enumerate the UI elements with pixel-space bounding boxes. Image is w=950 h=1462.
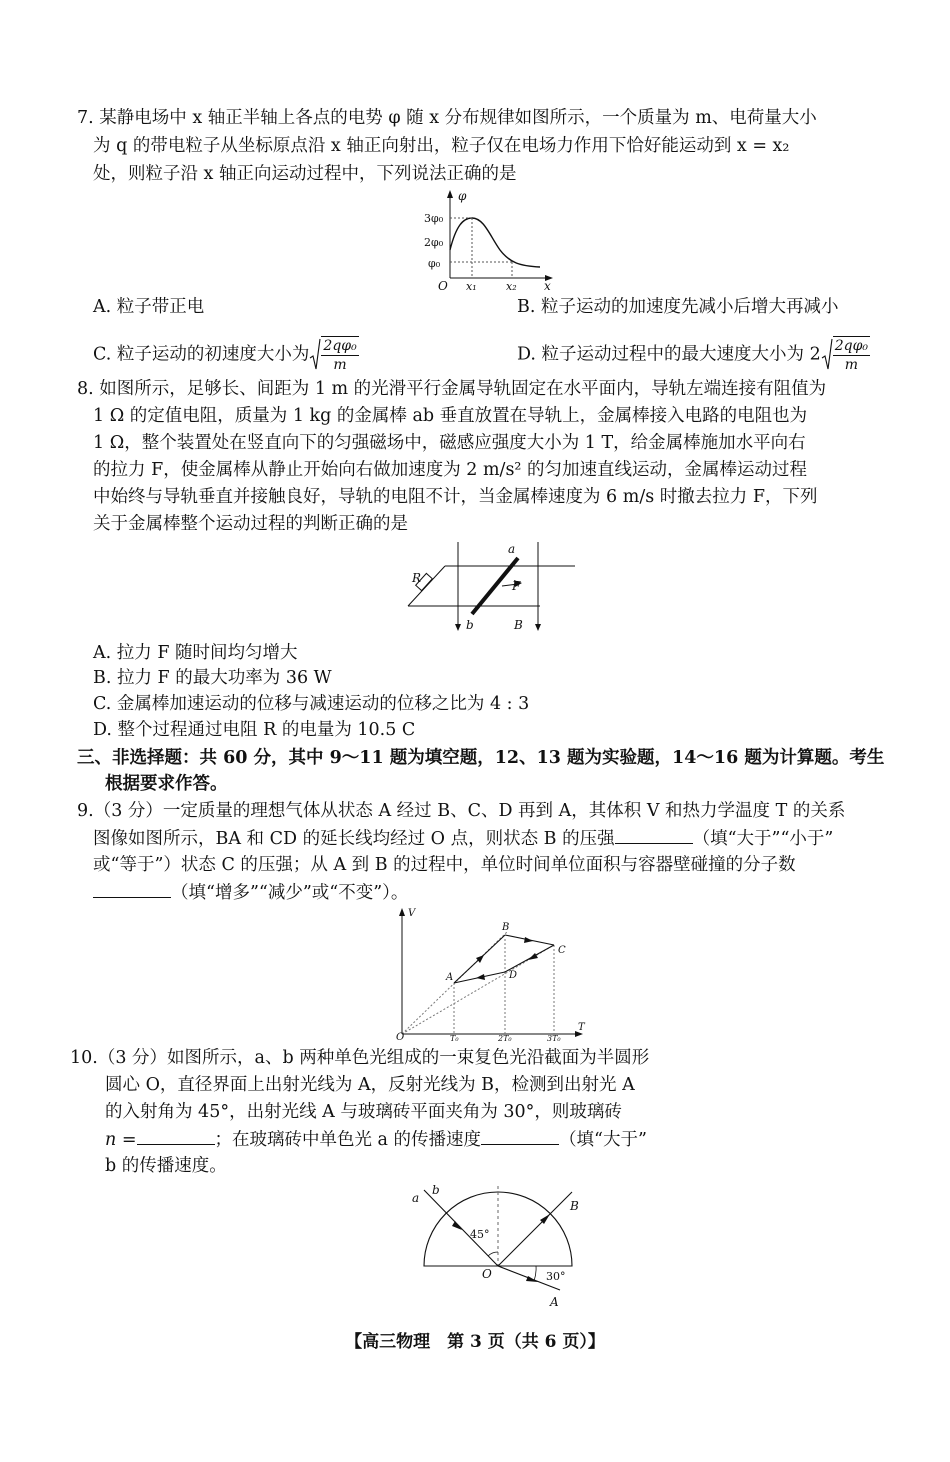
q7-graph-y-label: φ: [458, 189, 467, 203]
q7-graph-x-label: x: [544, 279, 551, 293]
q7-option-a: A. 粒子带正电: [93, 297, 205, 317]
q7-potential-graph: [418, 188, 558, 293]
q10-line2: 圆心 O，直径界面上出射光线为 A，反射光线为 B，检测到出射光 A: [105, 1075, 635, 1095]
q7-option-c: [93, 336, 359, 374]
q10-line1: 10.（3 分）如图所示，a、b 两种单色光组成的一束复色光沿截面为半圆形: [70, 1048, 650, 1068]
q7-graph-ytick-2: 2φ₀: [424, 236, 444, 249]
q9-graph-y-label: V: [408, 908, 416, 919]
q9-graph-point-d: D: [509, 970, 518, 981]
q7-option-d: [517, 336, 870, 374]
q9-graph-xtick-3: 3T₀: [547, 1034, 561, 1042]
q7-graph-xtick-1: x₁: [466, 280, 477, 293]
q9-blank-2[interactable]: [93, 879, 171, 898]
q7-graph-ytick-3: 3φ₀: [424, 212, 444, 225]
q8-option-c: C. 金属棒加速运动的位移与减速运动的位移之比为 4 : 3: [93, 694, 530, 714]
q10-blank-1[interactable]: [137, 1126, 215, 1145]
q8-line5: 中始终与导轨垂直并接触良好，导轨的电阻不计，当金属棒速度为 6 m/s 时撤去拉力 F，下列: [93, 487, 818, 507]
q8-line2: 1 Ω 的定值电阻，质量为 1 kg 的金属棒 ab 垂直放置在导轨上，金属棒接入电路的电阻也为: [93, 406, 808, 426]
q10-line5: b 的传播速度。: [105, 1156, 227, 1176]
q7-option-d-text: D. 粒子运动过程中的最大速度大小为 2: [517, 344, 821, 365]
q9-graph-xtick-2: 2T₀: [498, 1034, 512, 1042]
q9-line1: 9.（3 分）一定质量的理想气体从状态 A 经过 B、C、D 再到 A，其体积 V 和热力学温度 T 的关系: [77, 801, 846, 821]
q7-graph-ytick-1: φ₀: [428, 257, 441, 270]
q10-diagram-reflected: B: [570, 1199, 579, 1213]
q9-line3: 或“等于”）状态 C 的压强；从 A 到 B 的过程中，单位时间单位面积与容器壁碰撞的分子数: [93, 855, 796, 875]
q7-graph-origin: O: [438, 279, 448, 293]
q9-graph-point-a: A: [446, 972, 454, 983]
q8-option-d: D. 整个过程通过电阻 R 的电量为 10.5 C: [93, 720, 416, 740]
q9-graph-point-c: C: [558, 945, 566, 956]
q9-line4-hint: （填“增多”“减少”或“不变”）。: [171, 883, 409, 903]
q7-option-c-sqrt-sign: [309, 338, 321, 372]
q9-blank-1[interactable]: [615, 825, 693, 844]
section3-heading-line2: 根据要求作答。: [105, 774, 228, 794]
q10-diagram-a: a: [412, 1191, 420, 1205]
q7-line1: 7. 某静电场中 x 轴正半轴上各点的电势 φ 随 x 分布规律如图所示，一个质量为 m、电荷量大小: [77, 108, 817, 128]
q9-line4: [93, 879, 408, 906]
q7-line2: 为 q 的带电粒子从坐标原点沿 x 轴正向射出，粒子仅在电场力作用下恰好能运动到 x = x₂: [93, 136, 790, 156]
q8-line4: 的拉力 F，使金属棒从静止开始向右做加速度为 2 m/s² 的匀加速直线运动，金属棒运动过程: [93, 460, 808, 480]
q10-diagram-center: O: [482, 1267, 492, 1281]
q9-line2: [93, 825, 833, 852]
q10-line4-text: ；在玻璃砖中单色光 a 的传播速度: [214, 1130, 482, 1150]
q10-line3: 的入射角为 45°，出射光线 A 与玻璃砖平面夹角为 30°，则玻璃砖: [105, 1102, 622, 1122]
section3-heading-line1: 三、非选择题：共 60 分，其中 9～11 题为填空题，12、13 题为实验题，14～16 题为计算题。考生: [77, 748, 885, 768]
q10-line4-hint: （填“大于”: [559, 1130, 647, 1150]
q8-option-b: B. 拉力 F 的最大功率为 36 W: [93, 668, 332, 688]
q8-diagram-f: F: [512, 579, 521, 593]
q8-diagram-r: R: [412, 571, 422, 585]
q10-line4: [105, 1126, 647, 1153]
q8-rail-diagram: [400, 538, 580, 634]
q7-option-d-fraction: $\frac{\text{2qφ₀}}{m}$: [834, 338, 869, 373]
q7-graph-xtick-2: x₂: [506, 280, 517, 293]
q10-diagram-angle-45: 45°: [470, 1228, 490, 1241]
q8-line6: 关于金属棒整个运动过程的判断正确的是: [93, 514, 408, 534]
page-footer: 【高三物理 第 3 页（共 6 页）】: [345, 1332, 605, 1352]
q9-line2-text: 图像如图所示，BA 和 CD 的延长线均经过 O 点，则状态 B 的压强: [93, 829, 615, 849]
q8-option-a: A. 拉力 F 随时间均匀增大: [93, 643, 298, 663]
q8-line3: 1 Ω，整个装置处在竖直向下的匀强磁场中，磁感应强度大小为 1 T，给金属棒施加水平向右: [93, 433, 806, 453]
q10-line4-n: n =: [105, 1130, 137, 1150]
q10-diagram-angle-30: 30°: [546, 1270, 566, 1283]
q10-semicircle-diagram: [400, 1178, 590, 1308]
q7-option-c-fraction: $\frac{\text{2qφ₀}}{m}$: [323, 338, 357, 373]
q9-graph-x-label: T: [578, 1022, 585, 1033]
q9-line2-hint: （填“大于”“小于”: [692, 829, 834, 849]
q7-line3: 处，则粒子沿 x 轴正向运动过程中，下列说法正确的是: [93, 164, 517, 184]
q8-line1: 8. 如图所示，足够长、间距为 1 m 的光滑平行金属导轨固定在水平面内，导轨左端连接有阻值为: [77, 379, 827, 399]
q10-diagram-b: b: [432, 1183, 440, 1197]
q9-graph-point-b: B: [502, 922, 510, 933]
q7-option-d-sqrt-sign: [821, 338, 833, 372]
q8-diagram-a: a: [508, 542, 516, 556]
q9-vt-graph: [392, 906, 592, 1042]
q9-graph-xtick-1: T₀: [450, 1034, 459, 1042]
q8-diagram-b: b: [466, 618, 474, 632]
q7-option-c-text: C. 粒子运动的初速度大小为: [93, 344, 310, 365]
q10-blank-2[interactable]: [481, 1126, 559, 1145]
q9-graph-origin: O: [396, 1032, 405, 1042]
q8-diagram-field: B: [514, 618, 523, 632]
q10-diagram-refracted: A: [550, 1295, 559, 1308]
q7-option-b: B. 粒子运动的加速度先减小后增大再减小: [517, 297, 839, 317]
